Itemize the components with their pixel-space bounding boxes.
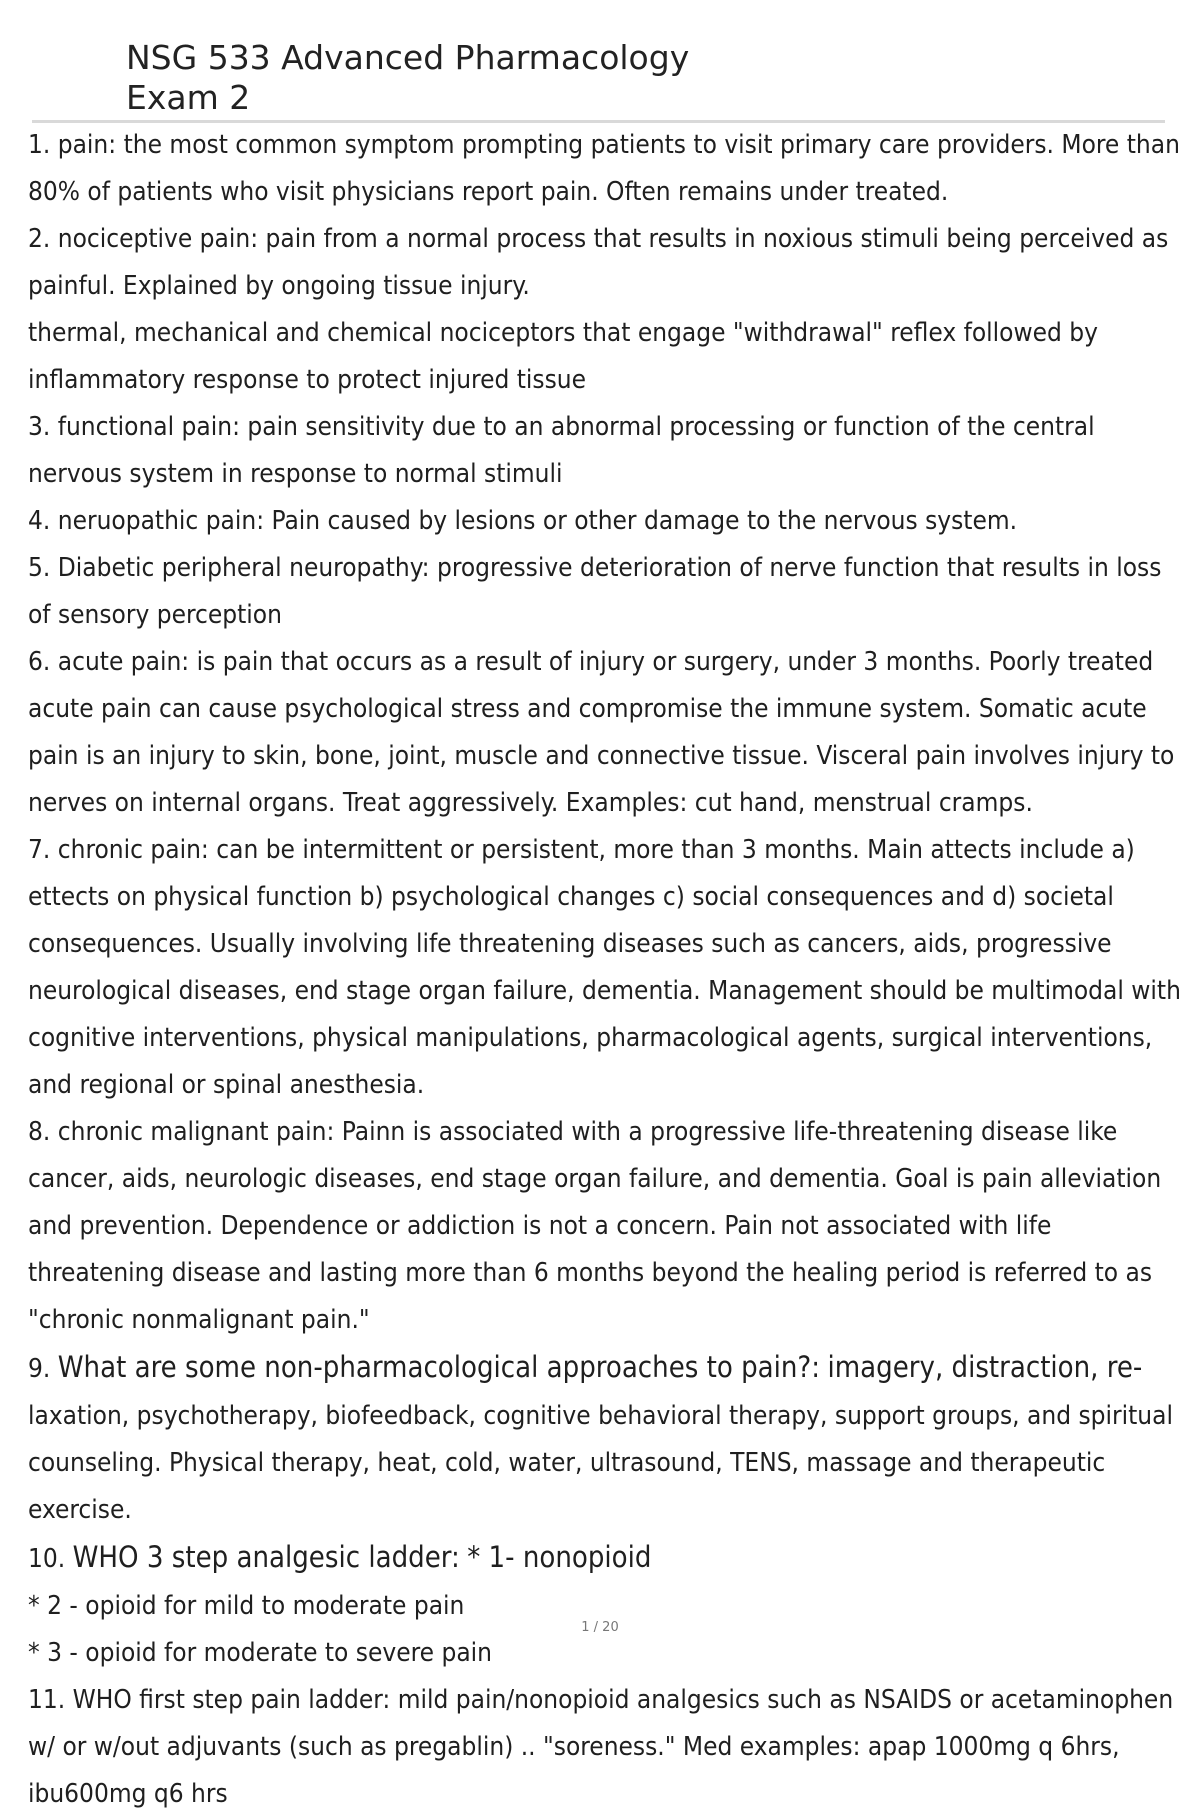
item-number: 3. — [28, 412, 51, 442]
item-definition: the most common symptom prompting patients to visit primary care providers. More than 80% of patients who visit physicians report pain. Often remains under treated. — [28, 130, 1180, 207]
item-definition: laxation, psychotherapy, biofeedback, cognitive behavioral therapy, support groups, and spiritual counseling. Physical therapy, heat, cold, water, ultrasound, TENS, massage and therapeutic exercise. — [28, 1401, 1173, 1525]
item-term: nociceptive pain: — [57, 224, 259, 254]
page-title: NSG 533 Advanced Pharmacology Exam 2 — [126, 38, 690, 117]
list-item — [28, 545, 1190, 639]
item-number: 4. — [28, 506, 51, 536]
item-number: 10. — [28, 1544, 66, 1574]
list-item — [28, 1534, 1190, 1583]
list-item — [28, 122, 1190, 216]
list-item — [28, 1677, 1190, 1818]
list-item — [28, 498, 1190, 545]
item-number: 1. — [28, 130, 51, 160]
item-term: neruopathic pain: — [57, 506, 265, 536]
list-item — [28, 1109, 1190, 1344]
flashcard-list — [28, 122, 1190, 1818]
item-term: acute pain: — [57, 647, 190, 677]
item-definition: mild pain/nonopioid analgesics such as NSAIDS or acetaminophen w/ or w/out adjuvants (such as pregablin) .. "soreness." Med examples: apap 1000mg q 6hrs, ibu600mg q6 hrs — [28, 1685, 1174, 1809]
page-indicator: 1 / 20 — [581, 1620, 619, 1635]
item-term: functional pain: — [57, 412, 240, 442]
item-subline: * 3 - opioid for moderate to severe pain — [28, 1638, 492, 1668]
list-item — [28, 216, 1190, 310]
item-extra-text: thermal, mechanical and chemical nociceptors that engage "withdrawal" reflex followed by inflammatory response to protect injured tissue — [28, 318, 1098, 395]
item-term-lead: imagery, distraction, re- — [827, 1350, 1143, 1384]
item-definition: pain from a normal process that results in noxious stimuli being perceived as painful. Explained by ongoing tissue injury. — [28, 224, 1169, 301]
item-term: Diabetic peripheral neuropathy: — [57, 553, 430, 583]
item-term: WHO 3 step analgesic ladder: — [72, 1540, 460, 1574]
item-definition: progressive deterioration of nerve function that results in loss of sensory perception — [28, 553, 1162, 630]
item-definition: pain sensitivity due to an abnormal processing or function of the central nervous system in response to normal stimuli — [28, 412, 1095, 489]
item-definition: Painn is associated with a progressive life-threatening disease like cancer, aids, neurologic diseases, end stage organ failure, and dementia. Goal is pain alleviation and prevention. Dependence or addiction is not a concern. Pain not associated with life threatening disease and lasting more than 6 months beyond the healing period is referred to as "chronic nonmalignant pain." — [28, 1117, 1162, 1335]
list-item — [28, 1344, 1190, 1534]
list-item — [28, 639, 1190, 827]
item-number: 11. — [28, 1685, 66, 1715]
item-term: chronic pain: — [57, 835, 209, 865]
item-number: 6. — [28, 647, 51, 677]
item-number: 2. — [28, 224, 51, 254]
item-number: 8. — [28, 1117, 51, 1147]
item-term: pain: — [57, 130, 117, 160]
item-definition: Pain caused by lesions or other damage to the nervous system. — [271, 506, 1018, 536]
item-number: 5. — [28, 553, 51, 583]
list-item — [28, 404, 1190, 498]
item-term: WHO first step pain ladder: — [72, 1685, 391, 1715]
item-subline: * 2 - opioid for mild to moderate pain — [28, 1591, 465, 1621]
item-definition: is pain that occurs as a result of injury or surgery, under 3 months. Poorly treated acute pain can cause psychological stress and compromise the immune system. Somatic acute pain is an injury to skin, bone, joint, muscle and connective tissue. Visceral pain involves injury to nerves on internal organs. Treat aggressively. Examples: cut hand, menstrual cramps. — [28, 647, 1175, 818]
item-term: What are some non-pharmacological approaches to pain?: — [57, 1350, 821, 1384]
item-number: 9. — [28, 1354, 51, 1384]
item-number: 7. — [28, 835, 51, 865]
item-definition: can be intermittent or persistent, more than 3 months. Main attects include a) ettects on physical function b) psychological changes c) social consequences and d) societal consequences. Usually involving life threatening diseases such as cancers, aids, progressive neurological diseases, end stage organ failure, dementia. Management should be multimodal with cognitive interventions, physical manipulations, pharmacological agents, surgical interventions, and regional or spinal anesthesia. — [28, 835, 1181, 1100]
list-item — [28, 827, 1190, 1109]
item-term: chronic malignant pain: — [57, 1117, 335, 1147]
item-term-lead: * 1- nonopioid — [467, 1540, 652, 1574]
